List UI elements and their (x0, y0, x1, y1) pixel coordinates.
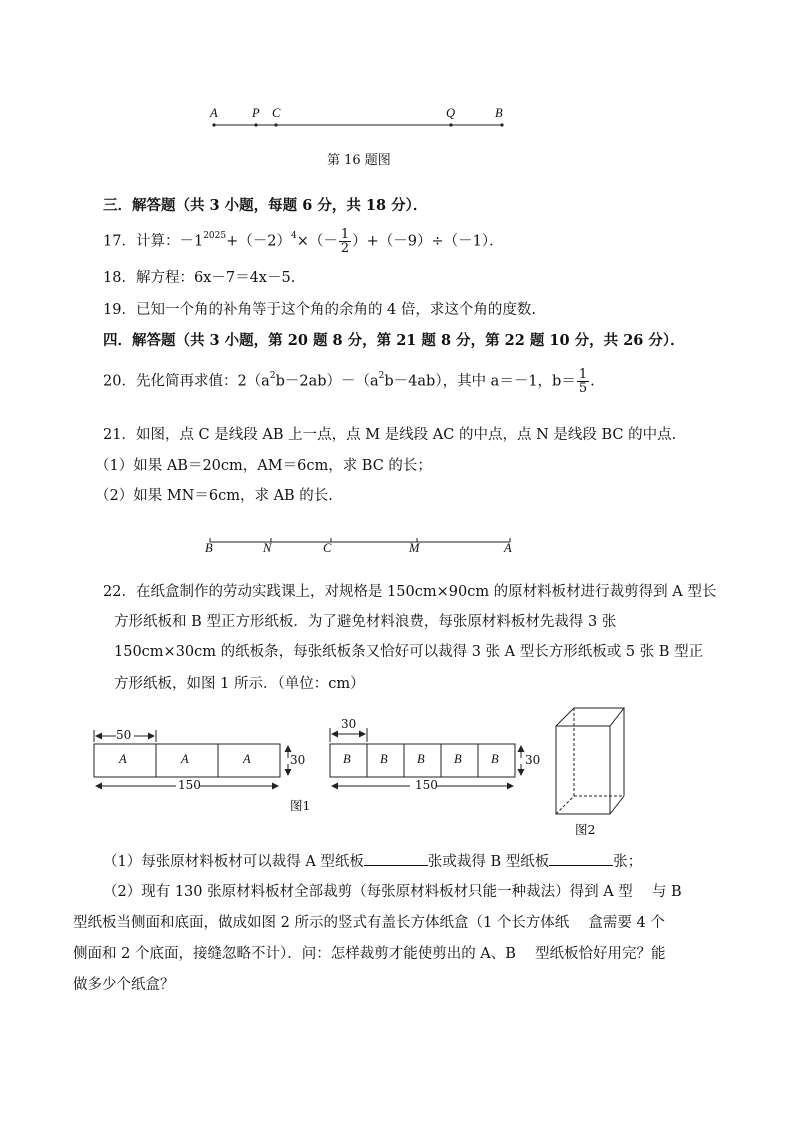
q17-prefix: 17．计算：－1 (103, 233, 204, 250)
fig1-cell-b1: B (343, 752, 351, 766)
q22-part1-b: 张或裁得 B 型纸板 (427, 854, 550, 870)
fig1-cell-a1: A (119, 752, 127, 766)
q17-exp2: 4 (290, 231, 297, 241)
q21-point-m: M (409, 541, 420, 555)
fig16-point-a: A (210, 106, 218, 120)
q17-mid2: ×（－ (296, 233, 338, 250)
q17-exp1: 2025 (203, 231, 227, 241)
fig16-point-c: C (272, 106, 281, 120)
fig1-cell-a3: A (243, 752, 251, 766)
q17-mid1: +（－2） (226, 233, 291, 250)
fig1-cell-b5: B (491, 752, 499, 766)
q22-blank-a[interactable] (364, 851, 428, 866)
q19: 19．已知一个角的补角等于这个角的余角的 4 倍，求这个角的度数. (103, 302, 537, 318)
q17-suffix: ）+（－9）÷（－1）． (352, 233, 504, 250)
fig1-dim-150b: 150 (415, 778, 438, 792)
q17-frac-den: 2 (340, 241, 350, 256)
q21-part2: （2）如果 MN＝6cm，求 AB 的长. (95, 488, 333, 504)
q22-part2-line2: 型纸板当侧面和底面，做成如图 2 所示的竖式有盖长方体纸盒（1 个长方体纸 盒需要 4 个 (73, 915, 665, 931)
fig16-point-q: Q (446, 106, 456, 120)
q21-part1: （1）如果 AB＝20cm，AM＝6cm，求 BC 的长； (95, 458, 432, 474)
q20-suffix: . (590, 373, 595, 390)
q22-line3: 150cm×30cm 的纸板条，每张纸板条又恰好可以裁得 3 张 A 型长方形纸板或 5 张 B 型正 (114, 644, 704, 660)
fig1-cell-b4: B (454, 752, 462, 766)
q22-blank-b[interactable] (549, 851, 613, 866)
q22-line4: 方形纸板，如图 1 所示．（单位：cm） (114, 676, 365, 692)
fig1-caption: 图1 (290, 798, 311, 813)
fig16-caption: 第 16 题图 (327, 153, 391, 168)
section4-heading: 四．解答题（共 3 小题，第 20 题 8 分，第 21 题 8 分，第 22 题 10 分，共 26 分）． (103, 332, 685, 349)
q22-part2-line3: 侧面和 2 个底面，接缝忽略不计）．问：怎样裁剪才能使剪出的 A、B 型纸板恰好用完？能 (73, 946, 666, 962)
section3-heading: 三．解答题（共 3 小题，每题 6 分，共 18 分）． (103, 197, 428, 214)
q20 (103, 368, 595, 395)
fig16-point-p: P (252, 106, 260, 120)
fig1-dim-150a: 150 (178, 778, 201, 792)
q20-frac-den: 5 (578, 381, 588, 396)
q18: 18．解方程：6x－7＝4x－5. (103, 270, 296, 286)
q17-fraction (339, 228, 351, 255)
fig1-cell-b3: B (417, 752, 425, 766)
q20-sq1: 2 (269, 371, 276, 381)
q21-segment (200, 532, 520, 552)
fig1-cell-b2: B (380, 752, 388, 766)
q20-sq2: 2 (378, 371, 385, 381)
q20-frac-num: 1 (578, 367, 588, 382)
q20-fraction (577, 368, 589, 395)
fig1-dim-30-top: 30 (341, 717, 357, 731)
q22-line2: 方形纸板和 B 型正方形纸板．为了避免材料浪费，每张原材料板材先裁得 3 张 (114, 614, 617, 630)
fig1-dim-30b: 30 (525, 753, 541, 767)
q21-point-a: A (504, 541, 512, 555)
q17 (103, 228, 504, 255)
q21-point-b: B (205, 541, 213, 555)
fig16-segment (200, 104, 520, 134)
q21-point-c: C (323, 541, 332, 555)
fig1-dim-30a: 30 (290, 753, 306, 767)
q22-part1-a: （1）每张原材料板材可以裁得 A 型纸板 (103, 854, 364, 870)
q20-prefix: 20．先化简再求值：2（a (103, 373, 270, 390)
q22-part1-c: 张； (613, 854, 643, 870)
q20-mid2: b－4ab），其中 a＝－1，b＝ (384, 373, 576, 390)
q22-part2-line1: （2）现有 130 张原材料板材全部裁剪（每张原材料板材只能一种裁法）得到 A 型 与 B (103, 884, 682, 900)
fig1-dim-50: 50 (116, 728, 132, 742)
fig2-box (550, 704, 630, 818)
fig2-caption: 图2 (575, 822, 596, 837)
q22-part1 (103, 851, 642, 872)
q21-stem: 21．如图，点 C 是线段 AB 上一点，点 M 是线段 AC 的中点，点 N 是线段 BC 的中点. (103, 427, 677, 443)
fig1-cell-a2: A (181, 752, 189, 766)
q22-part2-line4: 做多少个纸盒？ (73, 977, 175, 993)
q21-point-n: N (263, 541, 272, 555)
q22-line1: 22．在纸盒制作的劳动实践课上，对规格是 150cm×90cm 的原材料板材进行裁剪得到 A 型长 (103, 584, 717, 600)
q17-frac-num: 1 (340, 227, 350, 242)
q20-mid1: b－2ab）－（a (275, 373, 379, 390)
fig16-point-b: B (495, 106, 503, 120)
